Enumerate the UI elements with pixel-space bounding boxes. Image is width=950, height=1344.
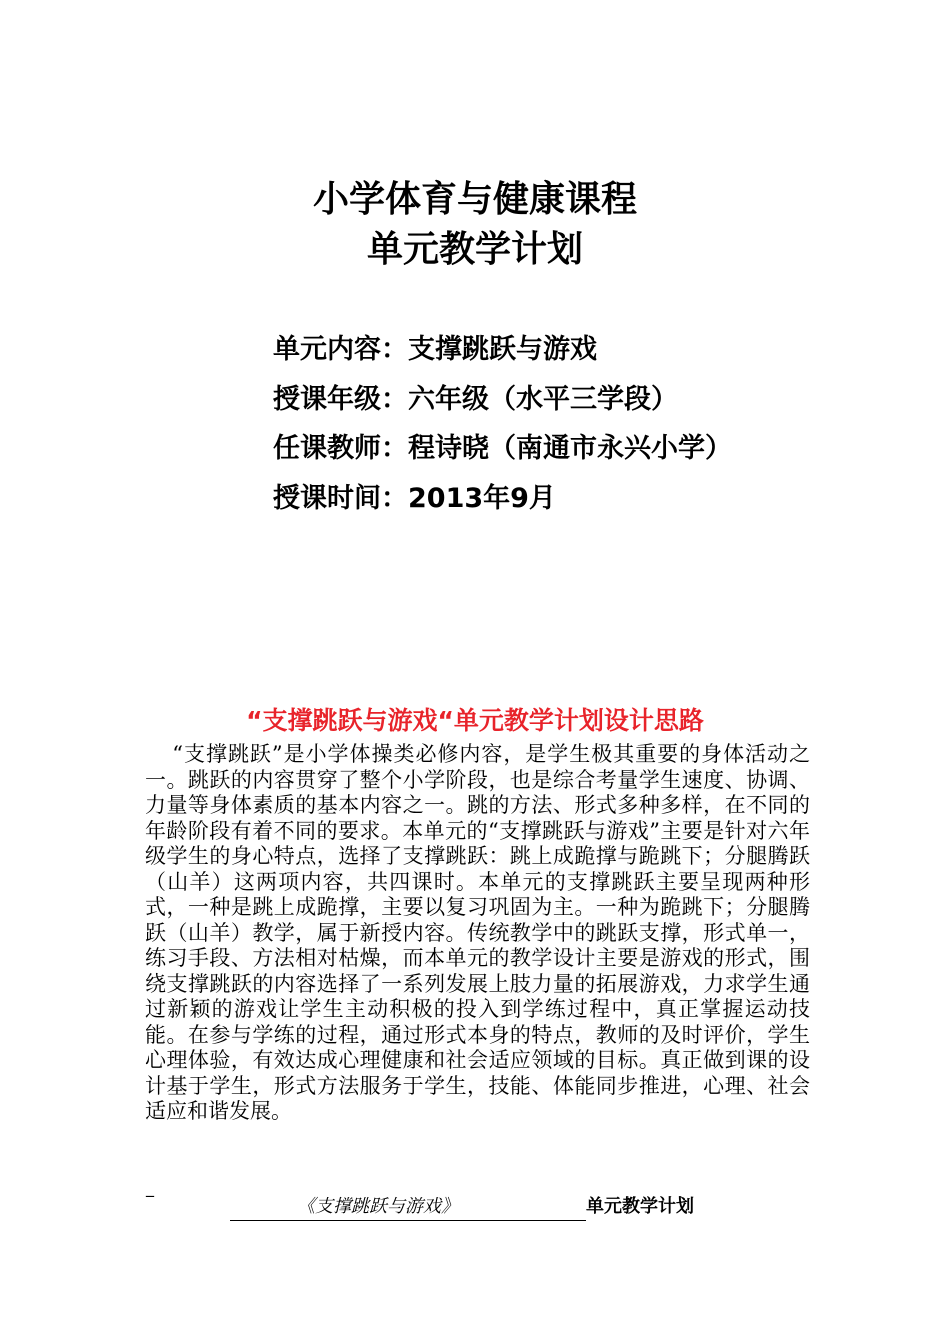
stray-dash: _ [146, 1178, 154, 1197]
unit-name-underlined: 《支撑跳跃与游戏》 [230, 1194, 586, 1221]
unit-plan-title [230, 1194, 694, 1221]
design-paragraph: “支撑跳跃”是小学体操类必修内容，是学生极其重要的身体活动之一。跳跃的内容贯穿了整个小学阶段，也是综合考量学生速度、协调、力量等身体素质的基本内容之一。跳的方法、形式多种多样，在不同的年龄阶段有着不同的要求。本单元的“支撑跳跃与游戏”主要是针对六年级学生的身心特点，选择了支撑跳跃：跳上成跪撑与跪跳下；分腿腾跃（山羊）这两项内容，共四课时。本单元的支撑跳跃主要呈现两种形式，一种是跳上成跪撑，主要以复习巩固为主。一种为跪跳下；分腿腾跃（山羊）教学，属于新授内容。传统教学中的跳跃支撑，形式单一，练习手段、方法相对枯燥，而本单元的教学设计主要是游戏的形式，围绕支撑跳跃的内容选择了一系列发展上肢力量的拓展游戏，力求学生通过新颖的游戏让学生主动积极的投入到学练过程中，真正掌握运动技能。在参与学练的过程，通过形式本身的特点，教师的及时评价，学生心理体验，有效达成心理健康和社会适应领域的目标。真正做到课的设计基于学生，形式方法服务于学生，技能、体能同步推进，心理、社会适应和谐发展。 [145, 742, 810, 1123]
document-title-line1: 小学体育与健康课程 [312, 179, 637, 220]
teacher-line: 任课教师：程诗晓（南通市永兴小学） [273, 433, 732, 464]
document-title-line2: 单元教学计划 [366, 229, 583, 270]
time-line: 授课时间：2013年9月 [273, 483, 556, 514]
grade-line: 授课年级：六年级（水平三学段） [273, 384, 678, 415]
design-heading: “支撑跳跃与游戏“单元教学计划设计思路 [246, 706, 704, 735]
plan-label: 单元教学计划 [586, 1196, 694, 1217]
unit-content-line: 单元内容：支撑跳跃与游戏 [273, 334, 597, 365]
